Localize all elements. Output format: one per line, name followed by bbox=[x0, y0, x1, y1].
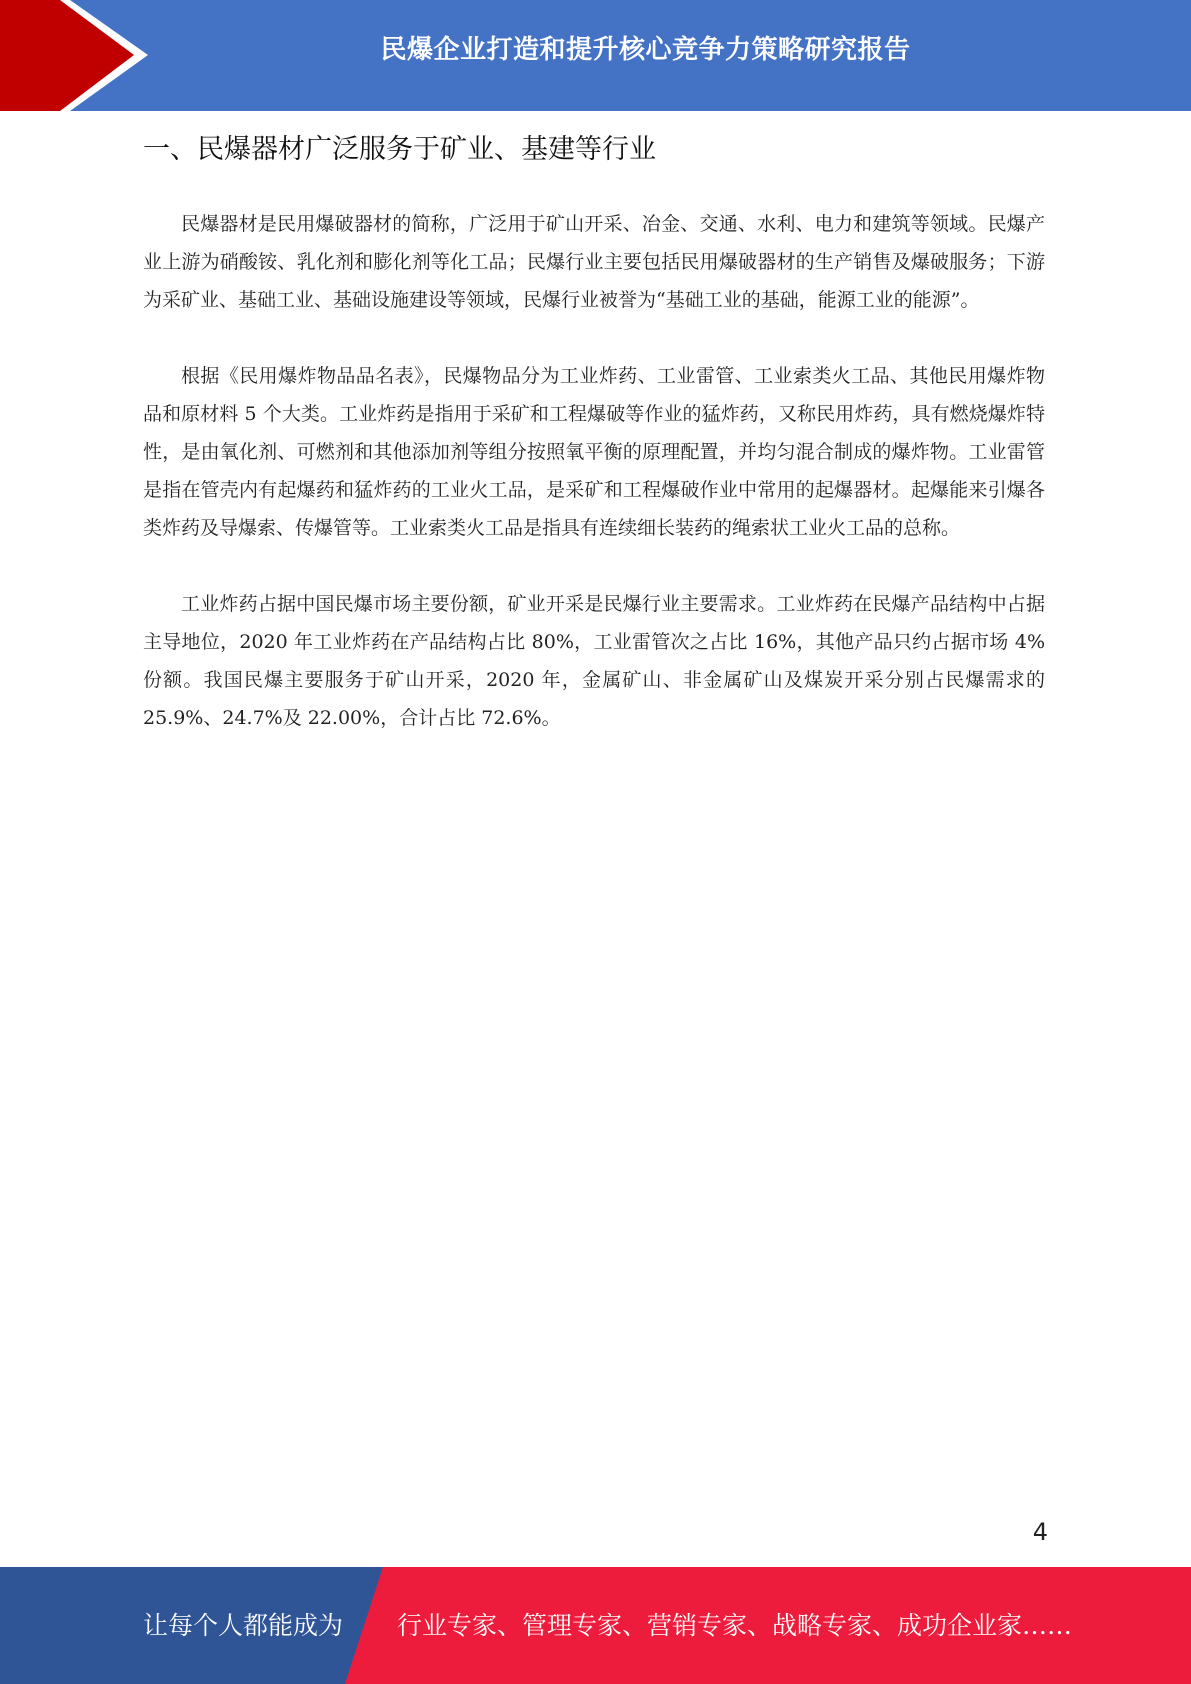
footer-banner bbox=[0, 1567, 1191, 1684]
report-title: 民爆企业打造和提升核心竞争力策略研究报告 bbox=[380, 35, 911, 65]
section-heading: 一、民爆器材广泛服务于矿业、基建等行业 bbox=[143, 134, 656, 165]
main-content bbox=[143, 130, 1045, 737]
paragraph-definition: 民爆器材是民用爆破器材的简称，广泛用于矿山开采、冶金、交通、水利、电力和建筑等领域。民爆产业上游为硝酸铵、乳化剂和膨化剂等化工品；民爆行业主要包括民用爆破器材的生产销售及爆破服务；下游为采矿业、基础工业、基础设施建设等领域，民爆行业被誉为“基础工业的基础，能源工业的能源”。 bbox=[143, 213, 1045, 311]
paragraph-classification: 根据《民用爆炸物品品名表》，民爆物品分为工业炸药、工业雷管、工业索类火工品、其他民用爆炸物品和原材料 5 个大类。工业炸药是指用于采矿和工程爆破等作业的猛炸药，又称民用炸药，具有燃烧爆炸特性，是由氧化剂、可燃剂和其他添加剂等组分按照氧平衡的原理配置，并均匀混合制成的爆炸物。工业雷管是指在管壳内有起爆药和猛炸药的工业火工品，是采矿和工程爆破作业中常用的起爆器材。起爆能来引爆各类炸药及导爆索、传爆管等。工业索类火工品是指具有连续细长装药的绳索状工业火工品的总称。 bbox=[143, 365, 1045, 539]
report-header-banner bbox=[0, 0, 1191, 111]
footer-slogan-right: 行业专家、管理专家、营销专家、战略专家、成功企业家…… bbox=[397, 1611, 1073, 1640]
paragraph-market-share: 工业炸药占据中国民爆市场主要份额，矿业开采是民爆行业主要需求。工业炸药在民爆产品结构中占据主导地位，2020 年工业炸药在产品结构占比 80%，工业雷管次之占比 16%，其他产品只约占据市场 4%份额。我国民爆主要服务于矿山开采，2020 年，金属矿山、非金属矿山及煤炭开采分别占民爆需求的 25.9%、24.7%及 22.00%，合计占比 72.6%。 bbox=[143, 593, 1045, 729]
footer-slogan-left: 让每个人都能成为 bbox=[143, 1611, 344, 1640]
page-number: 4 bbox=[1032, 1518, 1048, 1546]
red-chevron-decoration bbox=[0, 0, 160, 111]
